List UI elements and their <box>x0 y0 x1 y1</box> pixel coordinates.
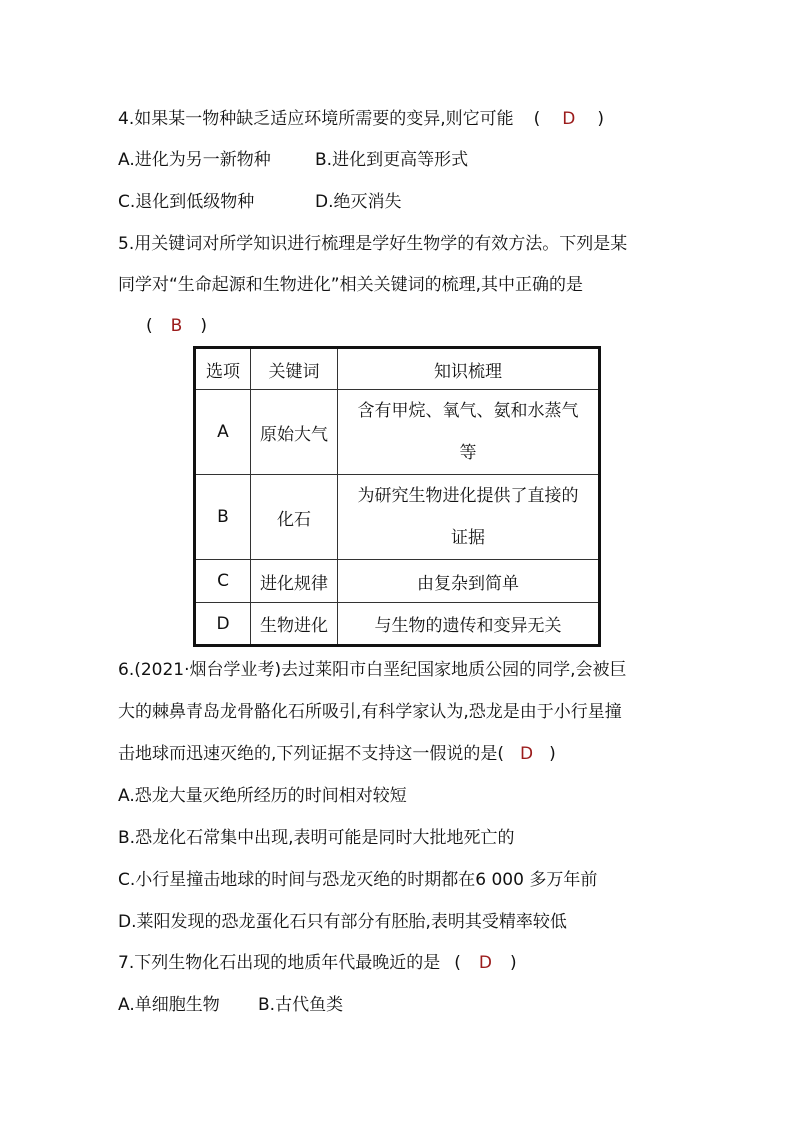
row-a-content-l1: 含有甲烷、氧气、氨和水蒸气 <box>357 401 579 421</box>
table-row <box>195 475 600 560</box>
q5-answer-paren: ( B ) <box>146 316 207 336</box>
row-d-content: 与生物的遗传和变异无关 <box>338 603 600 646</box>
q6-answer: D <box>520 744 534 764</box>
header-option: 选项 <box>195 348 251 390</box>
q5-stem-line1: 5.用关键词对所学知识进行梳理是学好生物学的有效方法。下列是某 <box>118 234 628 254</box>
row-d-option: D <box>195 603 251 646</box>
row-b-content <box>338 475 600 560</box>
q4-answer: D <box>562 109 576 129</box>
header-keyword: 关键词 <box>251 348 338 390</box>
row-a-content-l2: 等 <box>459 443 477 463</box>
q4-options-row1 <box>118 148 468 172</box>
q5-keyword-table <box>193 346 601 647</box>
q4-stem: 4.如果某一物种缺乏适应环境所需要的变异,则它可能 ( D ) <box>118 109 604 129</box>
q7-options-row1 <box>118 993 343 1017</box>
row-a-option: A <box>195 390 251 475</box>
row-b-option: B <box>195 475 251 560</box>
row-b-content-l1: 为研究生物进化提供了直接的 <box>357 486 579 506</box>
table-row <box>195 390 600 475</box>
row-b-keyword: 化石 <box>251 475 338 560</box>
table-row <box>195 560 600 603</box>
q6-stem-line1: 6.(2021·烟台学业考)去过莱阳市白垩纪国家地质公园的同学,会被巨 <box>118 660 627 680</box>
q5-answer: B <box>170 316 183 336</box>
row-a-keyword: 原始大气 <box>251 390 338 475</box>
q7-option-a: A.单细胞生物 <box>118 995 220 1015</box>
q6-stem-line3-text: 击地球而迅速灭绝的,下列证据不支持这一假说的是 <box>118 744 498 764</box>
q7-stem: 7.下列生物化石出现的地质年代最晚近的是 ( D ) <box>118 953 517 973</box>
q6-option-a: A.恐龙大量灭绝所经历的时间相对较短 <box>118 786 407 806</box>
q4-option-a: A.进化为另一新物种 <box>118 150 271 170</box>
q6-stem-line3: 击地球而迅速灭绝的,下列证据不支持这一假说的是( D ) <box>118 744 556 764</box>
q4-options-row2 <box>118 190 402 214</box>
q6-stem-line2: 大的棘鼻青岛龙骨骼化石所吸引,有科学家认为,恐龙是由于小行星撞 <box>118 702 622 722</box>
table-row <box>195 603 600 646</box>
row-c-content: 由复杂到简单 <box>338 560 600 603</box>
q4-option-d: D.绝灭消失 <box>315 192 402 212</box>
q6-option-b: B.恐龙化石常集中出现,表明可能是同时大批地死亡的 <box>118 828 515 848</box>
q4-option-c: C.退化到低级物种 <box>118 192 255 212</box>
q7-answer: D <box>478 953 492 973</box>
row-d-keyword: 生物进化 <box>251 603 338 646</box>
row-b-content-l2: 证据 <box>451 528 485 548</box>
q6-option-c: C.小行星撞击地球的时间与恐龙灭绝的时期都在6 000 多万年前 <box>118 870 598 890</box>
q5-stem-line2: 同学对“生命起源和生物进化”相关关键词的梳理,其中正确的是 <box>118 275 584 295</box>
q4-option-b: B.进化到更高等形式 <box>315 150 469 170</box>
header-content: 知识梳理 <box>338 348 600 390</box>
q7-stem-text: 7.下列生物化石出现的地质年代最晚近的是 <box>118 953 441 973</box>
row-c-option: C <box>195 560 251 603</box>
row-a-content <box>338 390 600 475</box>
q6-option-d: D.莱阳发现的恐龙蛋化石只有部分有胚胎,表明其受精率较低 <box>118 912 567 932</box>
table-header-row <box>195 348 600 390</box>
row-c-keyword: 进化规律 <box>251 560 338 603</box>
q4-stem-text: 4.如果某一物种缺乏适应环境所需要的变异,则它可能 <box>118 109 514 129</box>
q7-option-b: B.古代鱼类 <box>258 995 344 1015</box>
